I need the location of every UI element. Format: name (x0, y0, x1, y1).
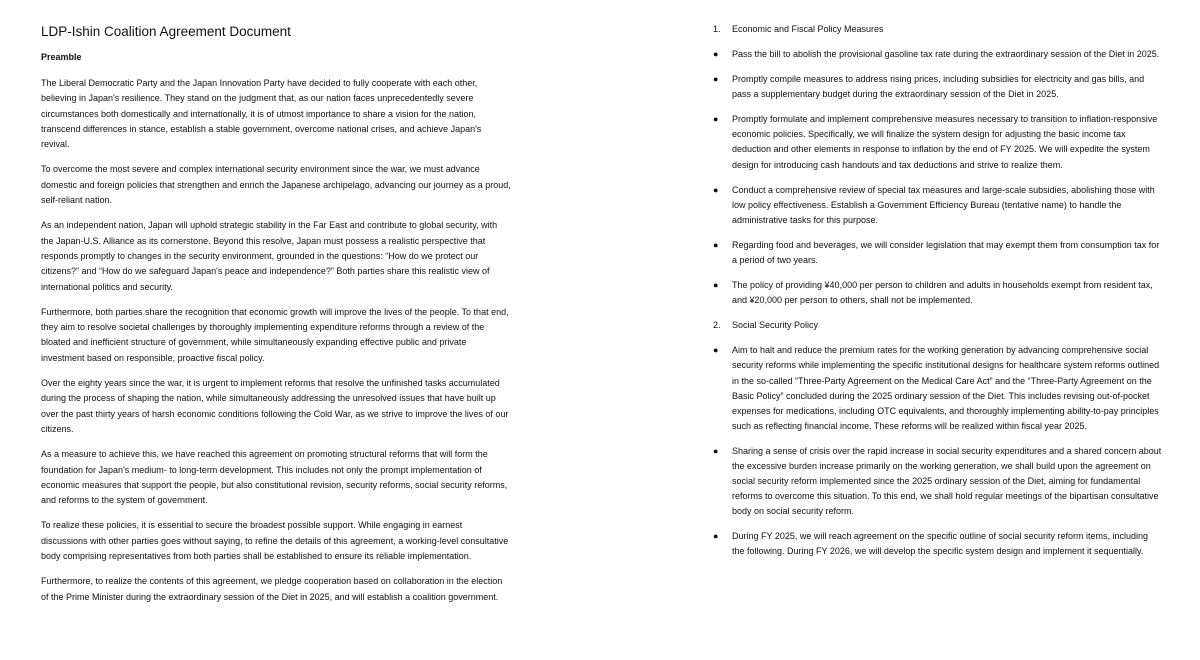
document-title: LDP-Ishin Coalition Agreement Document (41, 24, 291, 39)
list-item (713, 47, 1163, 62)
preamble-paragraph: To realize these policies, it is essential to secure the broadest possible support. While engaging in earnest discussions with other parties goes without saying, to refine the details of this agreement, a working-level consultative body comprising representatives from both parties shall be established to ensure its reliable implementation. (41, 520, 509, 562)
bullet-icon: ● (713, 49, 719, 59)
list-item-text: During FY 2025, we will reach agreement on the specific outline of social security reform items, including the following. During FY 2026, we will develop the specific system design and implement it sequentially. (732, 531, 1149, 557)
bullet-icon: ● (713, 239, 719, 250)
bullet-icon: ● (713, 184, 719, 195)
bullet-icon: ● (713, 114, 719, 125)
list-item (713, 343, 1163, 434)
section-heading-economic (713, 22, 1163, 37)
list-item-text: Promptly compile measures to address rising prices, including subsidies for electricity and gas bills, and pass a supplementary budget during the extraordinary session of the Diet in 2025. (732, 74, 1145, 100)
list-item-text: Regarding food and beverages, we will consider legislation that may exempt them from consumption tax for a period of two years. (732, 239, 1160, 266)
preamble-paragraph: As an independent nation, Japan will uphold strategic stability in the Far East and contribute to global security, with the Japan-U.S. Alliance as its cornerstone. Beyond this resolve, Japan must possess a realistic perspective that responds promptly to changes in the security environment, grounded in the questions: “How do we protect our citizens?” and “How do we safeguard Japan's peace and independence?” Both parties share this realistic view of international politics and security. (41, 220, 498, 292)
list-item (713, 72, 1163, 102)
preamble-paragraph: The Liberal Democratic Party and the Japan Innovation Party have decided to fully cooperate with each other, believing in Japan's resilience. They stand on the judgment that, as our nation faces unprecedentedly severe circumstances both domestically and internationally, it is of utmost importance to share a vision for the nation, transcend differences in stance, establish a stable government, overcome national crises, and achieve Japan's revival. (41, 78, 482, 150)
right-column (713, 22, 1163, 570)
section-title: Economic and Fiscal Policy Measures (732, 24, 884, 34)
list-item (713, 444, 1163, 519)
list-item (713, 529, 1163, 559)
section-number: 2. (713, 320, 721, 331)
preamble-paragraph: Over the eighty years since the war, it is urgent to implement reforms that resolve the unfinished tasks accumulated during the process of shaping the nation, while simultaneously addressing the unresolved issues that have built up over the past thirty years of harsh economic conditions following the Cold War, as we strive to improve the lives of our citizens. (41, 378, 509, 434)
preamble-paragraph: Furthermore, both parties share the recognition that economic growth will improve the lives of the people. To that end, they aim to resolve societal challenges by thoroughly implementing expenditure reforms through a review of the bloated and inefficient structure of government, while simultaneously expanding effective public and private investment based on responsible, proactive fiscal policy. (41, 306, 509, 363)
bullet-icon: ● (713, 280, 719, 291)
list-item (713, 183, 1163, 228)
list-item (713, 112, 1163, 172)
list-item (713, 278, 1163, 308)
section-title: Social Security Policy (732, 320, 819, 331)
list-item-text: Sharing a sense of crisis over the rapid increase in social security expenditures and a shared concern about the excessive burden increase primarily on the working generation, we shall build upon the agreement on social security reform implemented since the 2025 ordinary session of the Diet, aiming for fundamental reforms to overcome this situation. To this end, we shall hold regular meetings of the bipartisan consultative body on social security reform. (732, 445, 1162, 517)
bullet-icon: ● (713, 74, 719, 85)
left-column (41, 24, 511, 615)
preamble-paragraph: Furthermore, to realize the contents of this agreement, we pledge cooperation based on collaboration in the election of the Prime Minister during the extraordinary session of the Diet in 2025, and will establish a coalition government. (41, 576, 503, 602)
section-heading-social-security (713, 318, 1163, 333)
list-item (713, 238, 1163, 268)
list-item-text: Aim to halt and reduce the premium rates for the working generation by advancing comprehensive social security reforms while implementing the specific institutional designs for healthcare system reforms outlined in the so-called “Three-Party Agreement on the Medical Care Act” and the “Three-Party Agreement on the Basic Policy” concluded during the 2025 ordinary session of the Diet. This includes revising out-of-pocket expenses for medications, including OTC equivalents, and thoroughly implementing ability-to-pay principles such as reflecting financial income. These reforms will be realized within fiscal year 2025. (732, 345, 1160, 431)
list-item-text: Pass the bill to abolish the provisional gasoline tax rate during the extraordinary session of the Diet in 2025. (732, 49, 1160, 59)
preamble-paragraph: As a measure to achieve this, we have reached this agreement on promoting structural reforms that will form the foundation for Japan's medium- to long-term development. This includes not only the prompt implementation of economic measures that support the people, but also constitutional revision, security reforms, social security reforms, and reforms to the system of government. (41, 449, 508, 506)
list-item-text: Promptly formulate and implement comprehensive measures necessary to transition to inflation-responsive economic policies. Specifically, we will finalize the system design for adjusting the basic income tax deduction and other elements in response to inflation by the end of FY 2025. We will expedite the system design for introducing cash handouts and tax deductions and strive to realize them. (732, 114, 1158, 170)
list-item-text: Conduct a comprehensive review of special tax measures and large-scale subsidies, abolishing those with low policy effectiveness. Establish a Government Efficiency Bureau (tentative name) to handle the administrative tasks for this purpose. (732, 184, 1155, 225)
preamble-paragraph: To overcome the most severe and complex international security environment since the war, we must advance domestic and foreign policies that strengthen and enrich the Japanese archipelago, advancing our journey as a proud, self-reliant nation. (41, 164, 511, 206)
section-number: 1. (713, 24, 721, 34)
bullet-icon: ● (713, 445, 719, 456)
list-item-text: The policy of providing ¥40,000 per person to children and adults in households exempt from resident tax, and ¥20,000 per person to others, shall not be implemented. (732, 280, 1153, 306)
preamble-heading: Preamble (41, 52, 82, 62)
bullet-icon: ● (713, 345, 719, 356)
bullet-icon: ● (713, 531, 719, 542)
